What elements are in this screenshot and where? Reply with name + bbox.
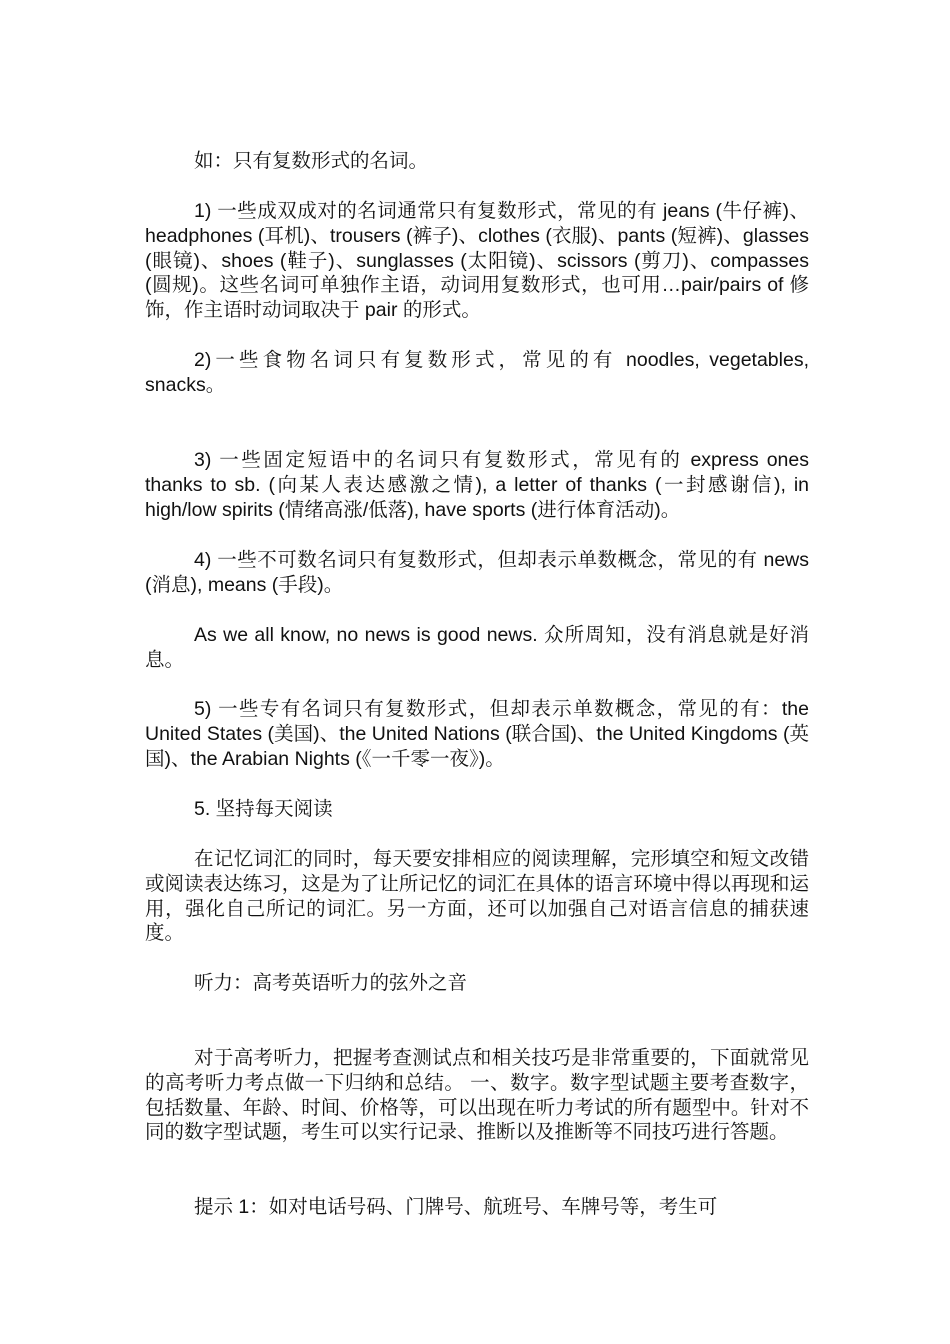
paragraph-plural-nouns-intro: 如：只有复数形式的名词。 [194, 150, 429, 172]
paragraph-food-nouns: 2)一些食物名词只有复数形式，常见的有 noodles, vegetables, snacks。 [145, 349, 809, 396]
paragraph-reading-practice: 在记忆词汇的同时，每天要安排相应的阅读理解，完形填空和短文改错或阅读表达练习，这是为了让所记忆的词汇在具体的语言环境中得以再现和运用，强化自己所记的词汇。另一方面，还可以加强自己对语言信息的捕获速度。 [145, 848, 809, 945]
paragraph-proper-nouns: 5) 一些专有名词只有复数形式，但却表示单数概念，常见的有：the United States (美国)、the United Nations (联合国)、the United Kingdoms (英国)、the Arabian Nights (《一千零一夜》)。 [145, 698, 809, 770]
paragraph-tip-1: 提示 1：如对电话号码、门牌号、航班号、车牌号等，考生可 [194, 1196, 718, 1218]
paragraph-fixed-phrases: 3) 一些固定短语中的名词只有复数形式，常见有的 express ones thanks to sb. (向某人表达感激之情), a letter of thanks (一封感谢信), in high/low spirits (情绪高涨/低落), have sports (进行体育活动)。 [145, 449, 809, 521]
paragraph-news-example: As we all know, no news is good news. 众所周知，没有消息就是好消息。 [145, 624, 809, 671]
section-heading-listening: 听力：高考英语听力的弦外之音 [194, 972, 468, 994]
paragraph-uncountable-nouns: 4) 一些不可数名词只有复数形式，但却表示单数概念，常见的有 news (消息), means (手段)。 [145, 549, 809, 596]
paragraph-listening-numbers: 对于高考听力，把握考查测试点和相关技巧是非常重要的，下面就常见的高考听力考点做一下归纳和总结。 一、数字。数字型试题主要考查数字，包括数量、年龄、时间、价格等，可以出现在听力考试的所有题型中。针对不同的数字型试题，考生可以实行记录、推断以及推断等不同技巧进行答题。 [145, 1047, 809, 1144]
section-heading-daily-reading: 5. 坚持每天阅读 [194, 798, 333, 820]
paragraph-paired-nouns: 1) 一些成双成对的名词通常只有复数形式，常见的有 jeans (牛仔裤)、headphones (耳机)、trousers (裤子)、clothes (衣服)、pants (短裤)、glasses (眼镜)、shoes (鞋子)、sunglasses (太阳镜)、scissors (剪刀)、compasses (圆规)。这些名词可单独作主语，动词用复数形式，也可用…pair/pairs of 修饰，作主语时动词取决于 pair 的形式。 [145, 200, 809, 322]
